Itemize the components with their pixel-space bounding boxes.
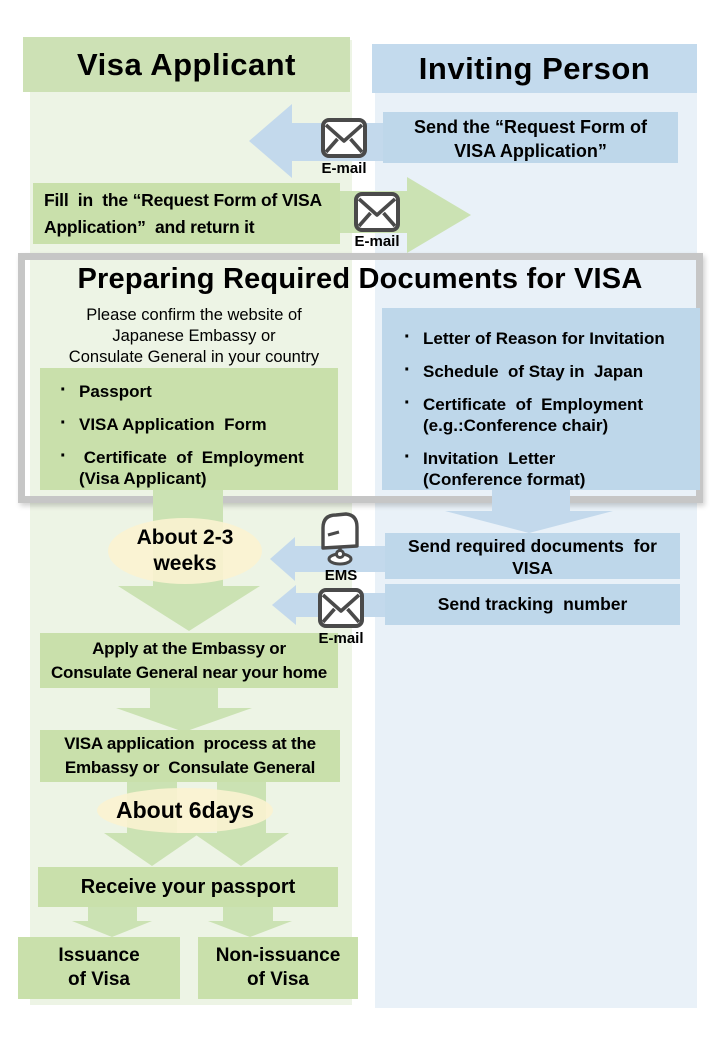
send-documents-down-arrow-head [445,511,613,533]
inviting-documents-list [396,328,700,490]
outcome-arrow-left-body [88,907,137,922]
email-icon [320,116,368,160]
non-issuance-box: Non-issuance of Visa [198,937,358,999]
email-channel-label: E-mail [354,233,400,250]
header-visa-applicant: Visa Applicant [23,37,350,92]
applicant-documents-list [52,381,338,489]
fill-return-box: Fill in the “Request Form of VISA Application” and return it [33,183,340,244]
send-tracking-box: Send tracking number [385,584,680,625]
process-arrow-right-head [193,833,289,866]
email-icon [317,586,365,630]
prepare-documents-title: Preparing Required Documents for VISA [77,263,643,295]
outcome-arrow-right-body [223,907,273,922]
apply-to-process-arrow-head [116,708,252,732]
header-inviting-person: Inviting Person [372,44,697,93]
embassy-website-note: Please confirm the website of Japanese Embassy or Consulate General in your country [68,306,320,366]
visa-process-box: VISA application process at the Embassy or Consulate General [40,730,340,782]
ems-channel-label: EMS [324,567,358,584]
document-item: · Certificate of Employment (Visa Applicant) [52,447,338,489]
process-arrow-left-head [104,833,200,866]
send-documents-box: Send required documents for VISA [385,533,680,579]
fill-return-arrow-head [407,177,471,253]
send-documents-down-arrow-body [492,487,570,512]
ems-mailbox-icon [314,508,366,566]
apply-to-process-arrow-body [150,688,218,709]
apply-box: Apply at the Embassy or Consulate General near your home [40,633,338,688]
email-channel-label: E-mail [321,160,367,177]
email-icon [353,190,401,234]
inviting-documents-box [382,308,700,490]
document-item: · Passport [52,381,338,402]
issuance-box: Issuance of Visa [18,937,180,999]
request-form-box: Send the “Request Form of VISA Application” [383,112,678,163]
receive-passport-box: Receive your passport [38,867,338,907]
wait-6-days-ellipse: About 6days [97,788,273,833]
request-form-arrow-head [249,104,292,178]
applicant-documents-box [40,368,338,490]
email-channel-label: E-mail [318,630,364,647]
document-item: · Certificate of Employment (e.g.:Conference chair) [396,394,700,436]
document-item: · VISA Application Form [52,414,338,435]
outcome-arrow-right-head [208,921,292,937]
wait-2-3-weeks-ellipse: About 2-3 weeks [108,518,262,584]
ems-arrow-head [270,537,295,581]
document-item: · Invitation Letter (Conference format) [396,448,700,490]
document-item: · Schedule of Stay in Japan [396,361,700,382]
tracking-arrow-head [272,585,296,625]
document-item: · Letter of Reason for Invitation [396,328,700,349]
applicant-flow-arrow-head [118,586,260,631]
outcome-arrow-left-head [72,921,152,937]
